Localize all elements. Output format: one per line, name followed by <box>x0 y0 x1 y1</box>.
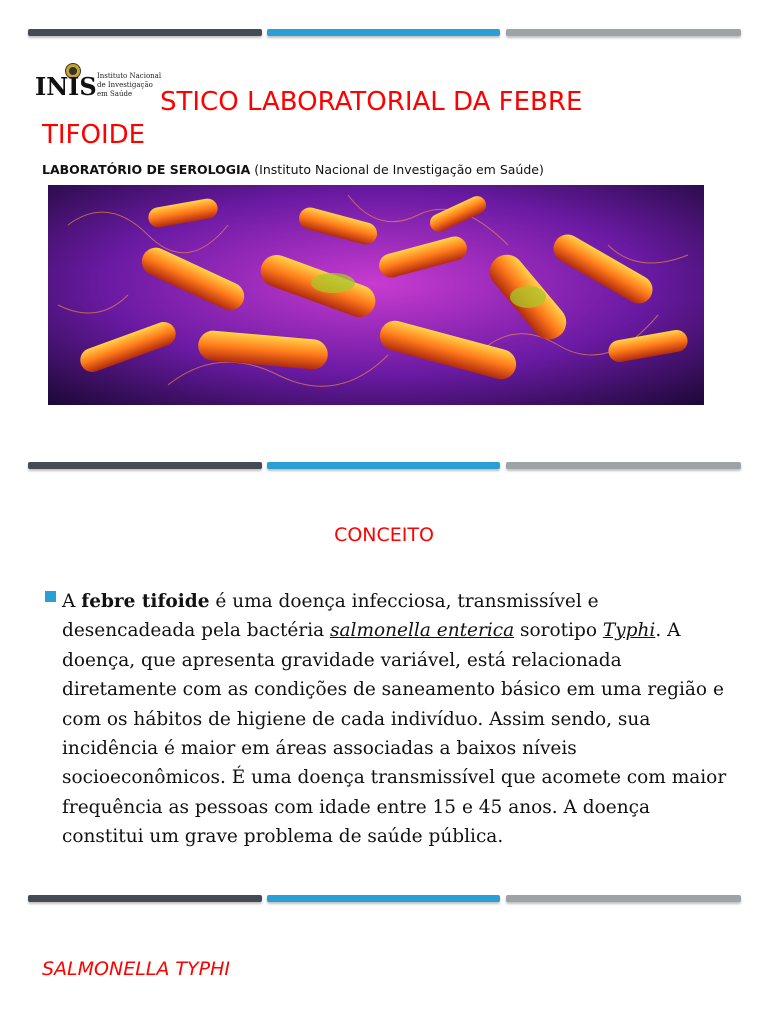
section-heading-salmonella-typhi: SALMONELLA TYPHI <box>42 958 230 980</box>
divider-segment-blue <box>267 895 500 902</box>
slide-divider-top <box>28 29 741 36</box>
divider-segment-dark <box>28 895 262 902</box>
concept-paragraph <box>62 587 732 852</box>
divider-segment-grey <box>506 29 741 36</box>
salmonella-bacteria-illustration <box>48 185 704 405</box>
paragraph-text: sorotipo <box>514 620 603 642</box>
divider-segment-blue <box>267 462 500 469</box>
svg-text:de Investigação: de Investigação <box>97 81 153 89</box>
subtitle-lab-name: LABORATÓRIO DE SEROLOGIA <box>42 162 251 177</box>
divider-segment-blue <box>267 29 500 36</box>
svg-text:Instituto Nacional: Instituto Nacional <box>97 72 162 80</box>
serotype-name: Typhi <box>602 620 656 642</box>
slide-divider-middle <box>28 462 741 469</box>
svg-text:INIS: INIS <box>35 72 97 100</box>
paragraph-text: A <box>62 591 82 612</box>
slide-title-line1: STICO LABORATORIAL DA FEBRE <box>160 87 583 117</box>
species-name: salmonella enterica <box>330 620 515 642</box>
svg-text:em Saúde: em Saúde <box>97 90 133 98</box>
divider-segment-dark <box>28 462 262 469</box>
subtitle-institute: (Instituto Nacional de Investigação em Saúde) <box>250 162 544 177</box>
square-bullet-icon <box>45 591 56 602</box>
term-febre-tifoide: febre tifoide <box>81 591 210 612</box>
paragraph-text: . A doença, que apresenta gravidade variável, está relacionada diretamente com as condições de saneamento básico em uma região e com os hábitos de higiene de cada indivíduo. Assim sendo, sua incidência é maior em áreas associadas a baixos níveis socioeconômicos. É uma doença transmissível que acomete com maior frequência as pessoas com idade entre 15 e 45 anos. A doença constitui um grave problema de saúde pública. <box>62 620 727 848</box>
divider-segment-dark <box>28 29 262 36</box>
divider-segment-grey <box>506 462 741 469</box>
slide-divider-bottom <box>28 895 741 902</box>
slide-subtitle <box>42 162 544 177</box>
paragraph-text: é uma doença infecciosa, transmissível e desencadeada pela bactéria <box>62 591 599 642</box>
section-heading-conceito: CONCEITO <box>334 524 434 546</box>
slide-title-line2: TIFOIDE <box>42 120 146 150</box>
divider-segment-grey <box>506 895 741 902</box>
slide-title <box>42 86 662 152</box>
